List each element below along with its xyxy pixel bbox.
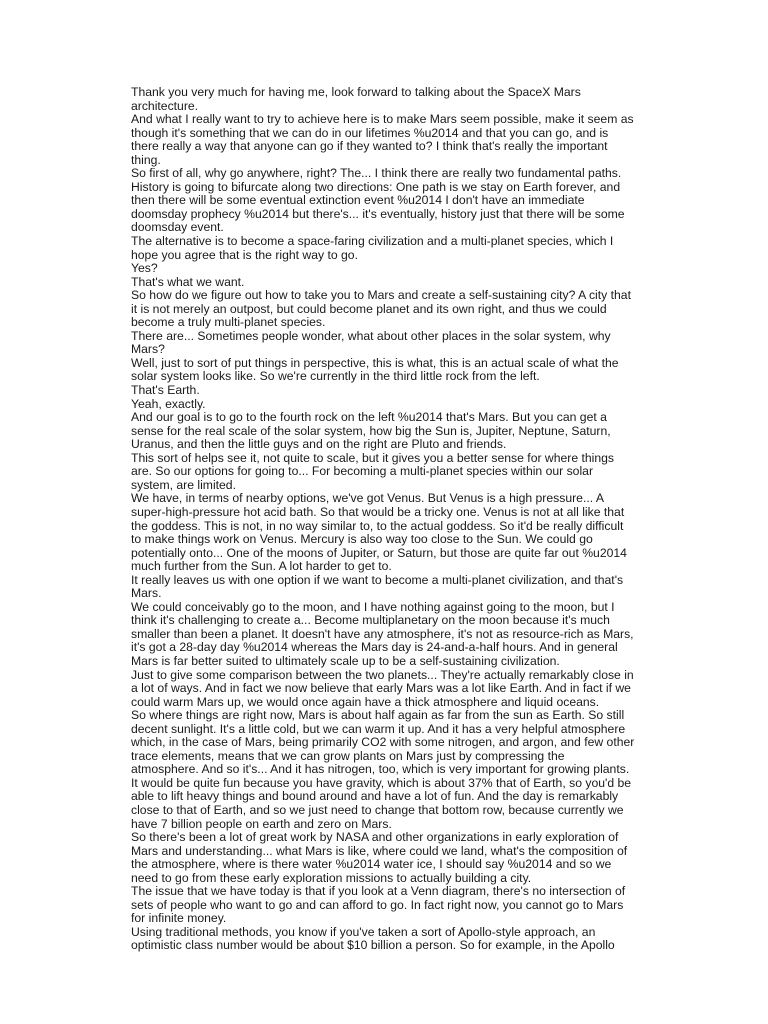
paragraph-moon: We could conceivably go to the moon, and I have nothing against going to the moon, but I think it's challenging to create a... Become multiplanetary on the moon because it's much smaller than been a planet. It doesn't have any atmosphere, it's not as resource-rich as Mars, it's got a 28-day day %u2014 whereas the Mars day is 24-and-a-half hours. And in general Mars is far better suited to ultimately scale up to be a self-sustaining civilization.	[131, 599, 634, 668]
paragraph-one-option: It really leaves us with one option if we want to become a multi-planet civilization, and that's Mars.	[131, 572, 624, 601]
transcript-page	[131, 86, 651, 953]
paragraph-why-go: So first of all, why go anywhere, right? The... I think there are really two fundamental paths. History is going to bifurcate along two directions: One path is we stay on Earth forever, and then there will be some eventual extinction event %u2014 I don't have an immediate doomsday prophecy %u2014 but there's... it's eventually, history just that there will be some doomsday event.	[131, 166, 625, 235]
paragraph-venus: We have, in terms of nearby options, we've got Venus. But Venus is a high pressure... A super-high-pressure hot acid bath. So that would be a tricky one. Venus is not at all like that the goddess. This is not, in no way similar to, to the actual goddess. So it'd be really difficult to make things work on Venus. Mercury is also way too close to the Sun. We could go potentially onto... One of the moons of Jupiter, or Saturn, but those are quite far out %u2014 much further from the Sun. A lot harder to get to.	[131, 491, 627, 574]
paragraph-nasa-work: So there's been a lot of great work by NASA and other organizations in early exploration of Mars and understanding... what Mars is like, where could we land, what's the composition of the atmosphere, where is there water %u2014 water ice, I should say %u2014 and so we need to go from these early exploration missions to actually building a city.	[131, 830, 628, 885]
paragraph-current-state: So where things are right now, Mars is about half again as far from the sun as Earth. So still decent sunlight. It's a little cold, but we can warm it up. And it has a very helpful atmosphere which, in the case of Mars, being primarily CO2 with some nitrogen, and argon, and few other trace elements, means that we can grow plants on Mars just by compressing the atmosphere. And so it's... And it has nitrogen, too, which is very important for growing plants.	[131, 708, 635, 777]
paragraph-alternative: The alternative is to become a space-faring civilization and a multi-planet species, which I hope you agree that is the right way to go.	[131, 234, 614, 262]
paragraph-perspective: Well, just to sort of put things in perspective, this is what, this is an actual scale of what the solar system looks like. So we're currently in the third little rock from the left.	[131, 355, 619, 384]
paragraph-apollo-approach: Using traditional methods, you know if you've taken a sort of Apollo-style approach, an optimistic class number would be about $10 billion a person. So for example, in the Apollo	[131, 924, 615, 953]
paragraph-gravity: It would be quite fun because you have gravity, which is about 37% that of Earth, so you'd be able to lift heavy things and bound around and have a lot of fun. And the day is remarkably close to that of Earth, and so we just need to change that bottom row, because currently we have 7 billion people on earth and zero on Mars.	[131, 775, 632, 831]
paragraph-yeah-exactly: Yeah, exactly.	[131, 396, 206, 411]
paragraph-yes: Yes?	[131, 261, 158, 276]
paragraph-not-to-scale: This sort of helps see it, not quite to scale, but it gives you a better sense for where things are. So our options for going to... For becoming a multi-planet species within our solar system, are limited.	[131, 450, 615, 492]
paragraph-make-mars-possible: And what I really want to try to achieve here is to make Mars seem possible, make it seem as though it's something that we can do in our lifetimes %u2014 and that you can go, and is there really a way that anyone can go if they wanted to? I think that's really the important thing.	[131, 112, 634, 167]
paragraph-venn-diagram: The issue that we have today is that if you look at a Venn diagram, there's no intersection of sets of people who want to go and can afford to go. In fact right now, you cannot go to Mars for infinite money.	[131, 884, 626, 926]
paragraph-thats-earth: That's Earth.	[131, 383, 200, 398]
paragraph-self-sustaining-city: So how do we figure out how to take you to Mars and create a self-sustaining city? A city that it is not merely an outpost, but could become planet and its own right, and thus we could become a truly multi-planet species.	[131, 288, 631, 330]
paragraph-comparison: Just to give some comparison between the two planets... They're actually remarkably close in a lot of ways. And in fact we now believe that early Mars was a lot like Earth. And in fact if we could warm Mars up, we would once again have a thick atmosphere and liquid oceans.	[131, 667, 634, 709]
paragraph-why-mars: There are... Sometimes people wonder, what about other places in the solar system, why Mars?	[131, 328, 611, 357]
paragraph-fourth-rock: And our goal is to go to the fourth rock on the left %u2014 that's Mars. But you can get a sense for the real scale of the solar system, how big the Sun is, Jupiter, Neptune, Saturn, Uranus, and then the little guys and on the right are Pluto and friends.	[131, 410, 611, 452]
paragraph-what-we-want: That's what we want.	[131, 274, 245, 289]
paragraph-intro: Thank you very much for having me, look forward to talking about the SpaceX Mars architecture.	[131, 85, 581, 113]
